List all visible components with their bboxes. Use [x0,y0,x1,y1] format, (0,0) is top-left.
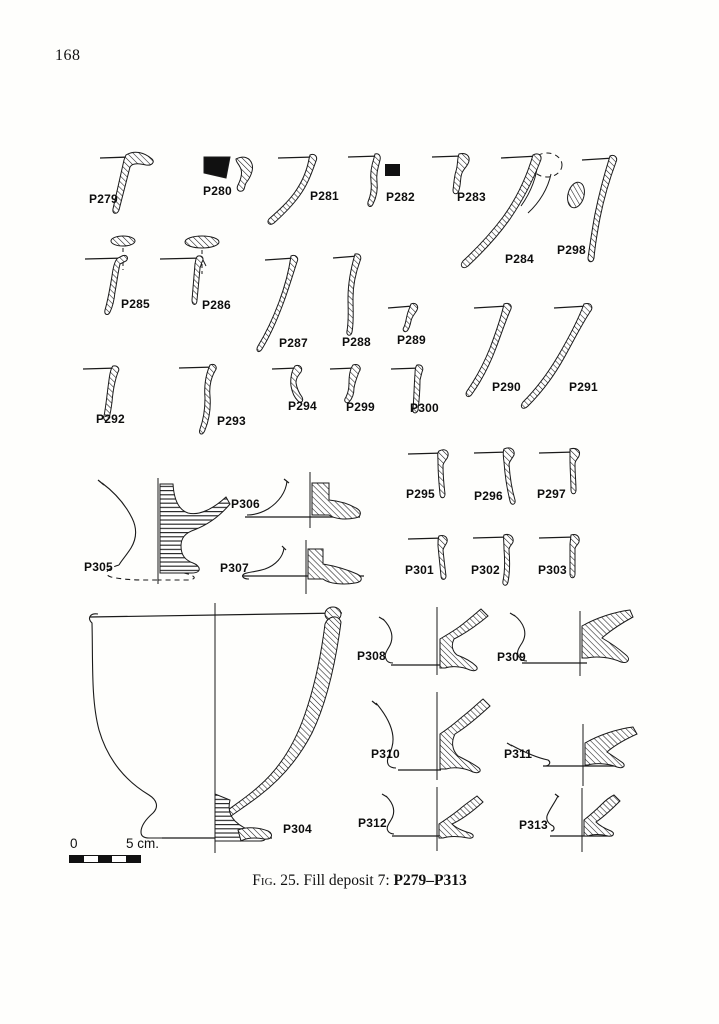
sherd-label-P280: P280 [203,184,232,198]
sherd-label-P304: P304 [283,822,312,836]
sherd-P285 [82,232,154,320]
sherd-P308 [355,605,493,677]
scale-bar-segments [69,855,141,863]
sherd-P299 [326,360,384,422]
sherd-P307 [216,540,368,598]
sherd-P298 [550,150,622,268]
sherd-label-P306: P306 [231,497,260,511]
sherd-P305 [80,476,234,588]
handle-section [185,236,219,248]
sherd-drawing-P304 [78,600,370,862]
sherd-label-P296: P296 [474,489,503,503]
sherd-label-P290: P290 [492,380,521,394]
sherd-label-P309: P309 [497,650,526,664]
sherd-P313 [510,788,637,853]
sherd-label-P287: P287 [279,336,308,350]
sherd-label-P281: P281 [310,189,339,203]
sherd-P304 [78,600,370,862]
sherd-label-P293: P293 [217,414,246,428]
sherd-P280 [200,152,270,210]
sherd-P301 [402,532,466,590]
page-number: 168 [55,47,81,64]
sherd-P291 [518,300,606,418]
sherd-drawing-P301 [402,532,466,590]
sherd-drawing-P293 [175,358,255,446]
figure-caption [0,872,719,890]
sherd-drawing-P310 [355,690,495,782]
sherd-P296 [468,444,532,512]
sherd-drawing-P308 [355,605,493,677]
sherd-P286 [158,232,232,320]
sherd-label-P298: P298 [557,243,586,257]
sherd-label-P294: P294 [288,399,317,413]
sherd-label-P301: P301 [405,563,434,577]
sherd-label-P300: P300 [410,401,439,415]
sherd-label-P312: P312 [358,816,387,830]
sherd-P297 [534,444,598,508]
sherd-P312 [355,787,492,852]
sherd-P302 [468,532,532,594]
sherd-label-P283: P283 [457,190,486,204]
sherd-P289 [385,300,439,356]
sherd-label-P292: P292 [96,412,125,426]
scale-bar [64,836,184,866]
sherd-P300 [388,360,446,424]
handle-section [111,236,135,246]
sherd-P287 [255,252,327,360]
caption-body: Fill deposit 7: [299,872,394,889]
sherd-label-P284: P284 [505,252,534,266]
sherd-label-P291: P291 [569,380,598,394]
sherd-label-P297: P297 [537,487,566,501]
sherd-drawing-P289 [385,300,439,356]
sherd-P309 [495,606,637,678]
sherd-P294 [268,360,324,422]
caption-range: P279–P313 [393,872,467,889]
sherd-P292 [80,360,142,432]
sherd-label-P303: P303 [538,563,567,577]
sherd-P282 [344,150,418,212]
sherd-P306 [228,472,366,530]
sherd-label-P310: P310 [371,747,400,761]
sherd-P311 [500,716,642,788]
sherd-label-P305: P305 [84,560,113,574]
sherd-label-P279: P279 [89,192,118,206]
sherd-label-P299: P299 [346,400,375,414]
sherd-label-P288: P288 [342,335,371,349]
sherd-label-P286: P286 [202,298,231,312]
sherd-label-P295: P295 [406,487,435,501]
sherd-label-P285: P285 [121,297,150,311]
caption-fig-label: Fig. 25. [252,872,300,889]
sherd-label-P307: P307 [220,561,249,575]
sherd-drawing-P280 [200,152,270,210]
scale-zero-label: 0 [70,836,78,851]
scale-five-label: 5 cm. [126,836,160,851]
sherd-drawing-P309 [495,606,637,678]
sherd-label-P282: P282 [386,190,415,204]
sherd-P295 [402,446,466,510]
sherd-P310 [355,690,495,782]
sherd-P293 [175,358,255,446]
sherd-label-P313: P313 [519,818,548,832]
sherd-P303 [534,532,598,590]
sherd-P279 [80,148,170,220]
sherd-drawing-P279 [80,148,170,220]
sherd-drawing-P291 [518,300,606,418]
sherd-P281 [262,150,346,232]
sherd-label-P308: P308 [357,649,386,663]
sherd-label-P289: P289 [397,333,426,347]
black-fragment [385,164,400,176]
sherd-drawing-P303 [534,532,598,590]
sherd-label-P311: P311 [504,747,533,761]
sherd-P288 [328,252,386,360]
sherd-label-P302: P302 [471,563,500,577]
black-fragment [204,157,230,178]
